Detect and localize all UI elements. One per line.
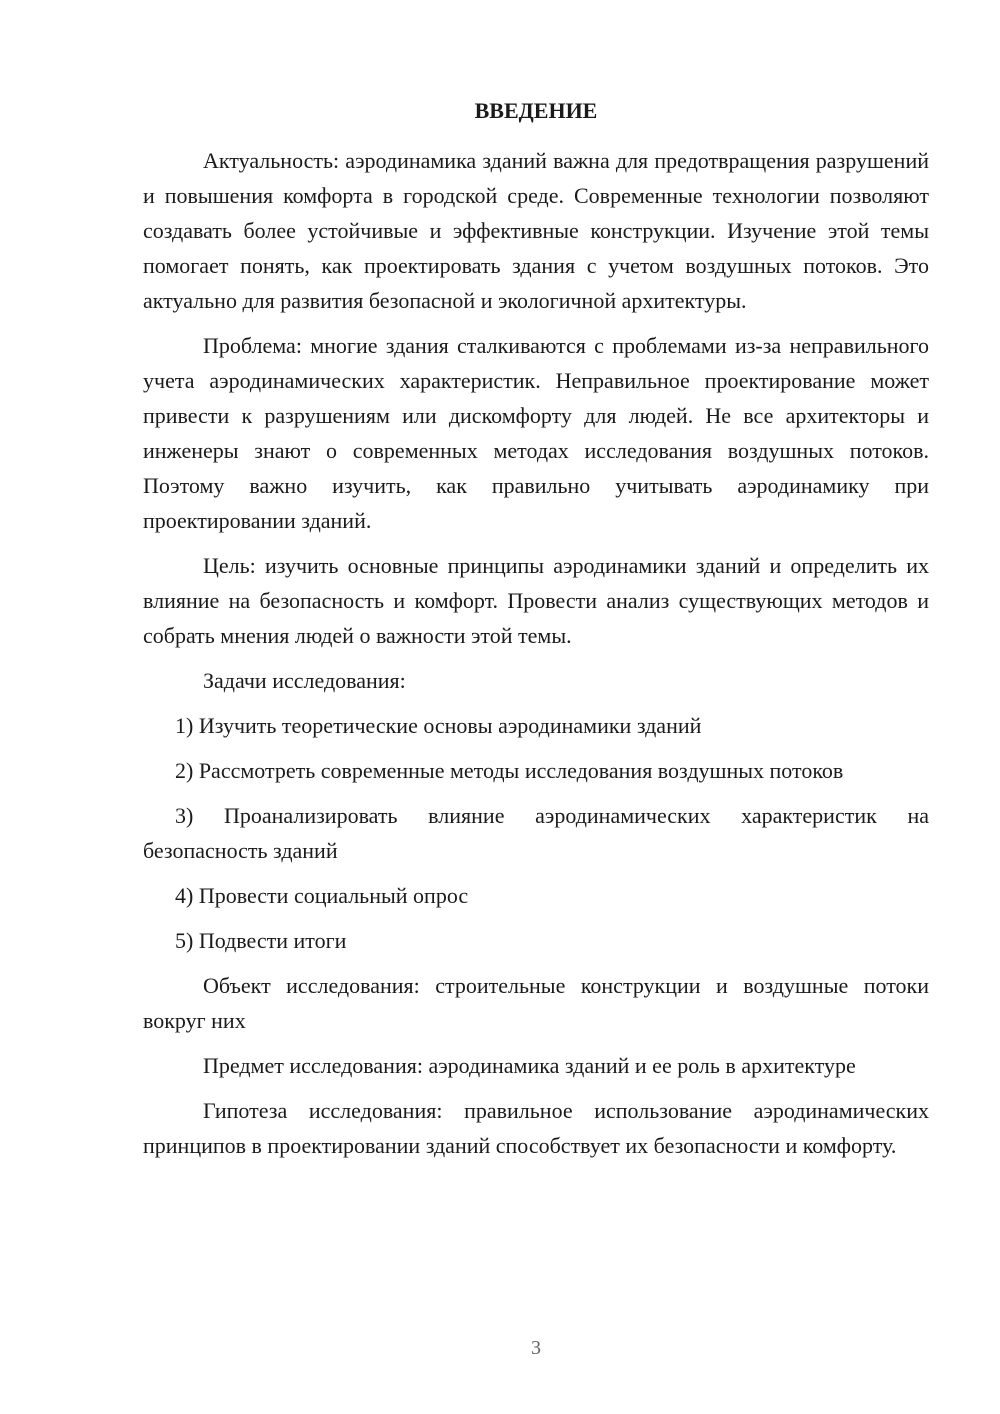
task-item-3: 3) Проанализировать влияние аэродинамических характеристик на безопасность зданий [143,803,929,863]
task-item-1: 1) Изучить теоретические основы аэродинамики зданий [175,713,702,738]
page-number: 3 [531,1337,541,1359]
task-item-4: 4) Провести социальный опрос [175,883,469,908]
paragraph-relevance: Актуальность: аэродинамика зданий важна для предотвращения разрушений и повышения комфорта в городской среде. Современные технологии позволяют создавать более устойчивые и эффективные конструкции. Изучение этой темы помогает понять, как проектировать здания с учетом воздушных потоков. Это актуально для развития безопасной и экологичной архитектуры. [143,148,929,313]
page-title: ВВЕДЕНИЕ [474,98,598,123]
paragraph-subject: Предмет исследования: аэродинамика зданий и ее роль в архитектуре [203,1053,856,1078]
paragraph-goal: Цель: изучить основные принципы аэродинамики зданий и определить их влияние на безопасность и комфорт. Провести анализ существующих методов и собрать мнения людей о важности этой темы. [143,553,929,648]
task-item-5: 5) Подвести итоги [175,928,347,953]
document-body [143,143,929,1173]
paragraph-object: Объект исследования: строительные конструкции и воздушные потоки вокруг них [143,973,929,1033]
paragraph-problem: Проблема: многие здания сталкиваются с проблемами из-за неправильного учета аэродинамических характеристик. Неправильное проектирование может привести к разрушениям или дискомфорту для людей. Не все архитекторы и инженеры знают о современных методах исследования воздушных потоков. Поэтому важно изучить, как правильно учитывать аэродинамику при проектировании зданий. [143,333,929,533]
tasks-heading: Задачи исследования: [203,668,406,693]
document-page [143,0,929,1414]
paragraph-hypothesis: Гипотеза исследования: правильное использование аэродинамических принципов в проектировании зданий способствует их безопасности и комфорту. [143,1098,929,1158]
task-item-2: 2) Рассмотреть современные методы исследования воздушных потоков [175,758,844,783]
